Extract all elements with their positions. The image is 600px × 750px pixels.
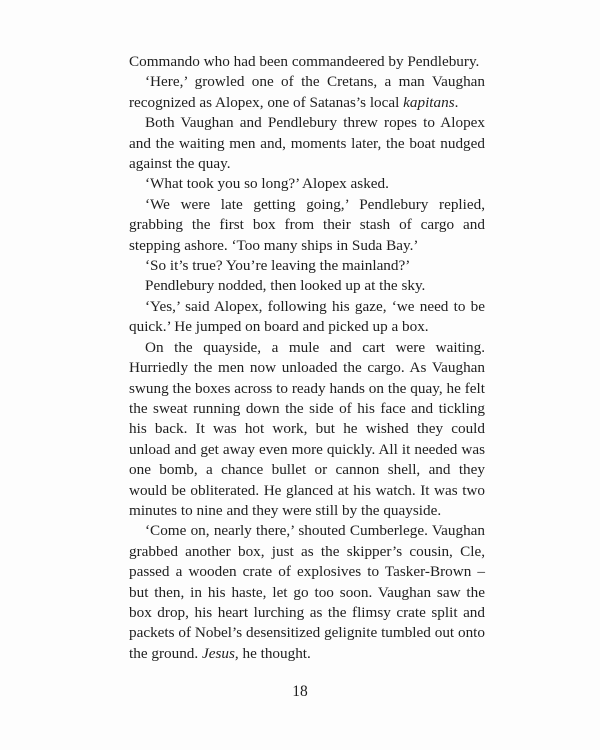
paragraph-9: On the quayside, a mule and cart were waiting. Hurriedly the men now unloaded the cargo. As Vaughan swung the boxes across to ready hands on the quay, he felt the sweat running down the side of his face and tickling his back. It was hot work, but he wished they could unload and get away even more quickly. All it needed was one bomb, a chance bullet or cannon shell, and they would be obliterated. He glanced at his watch. It was two minutes to nine and they were still by the quayside. <box>129 338 485 519</box>
italic-emphasis: Jesus <box>201 644 235 662</box>
paragraph-5: ‘We were late getting going,’ Pendlebury replied, grabbing the first box from their stash of cargo and stepping ashore. ‘Too many ships in Suda Bay.’ <box>129 195 485 254</box>
body-text <box>129 52 485 664</box>
paragraph-6: ‘So it’s true? You’re leaving the mainland?’ <box>145 257 411 275</box>
paragraph-1: Commando who had been commandeered by Pendlebury. <box>129 53 480 70</box>
paragraph-3: Both Vaughan and Pendlebury threw ropes to Alopex and the waiting men and, moments later, the boat nudged against the quay. <box>129 114 485 173</box>
page-number: 18 <box>292 683 308 700</box>
paragraph-2: ‘Here,’ growled one of the Cretans, a man Vaughan recognized as Alopex, one of Satanas’s local kapitans. <box>129 73 485 111</box>
paragraph-8: ‘Yes,’ said Alopex, following his gaze, ‘we need to be quick.’ He jumped on board and picked up a box. <box>129 297 485 336</box>
paragraph-4: ‘What took you so long?’ Alopex asked. <box>145 175 389 193</box>
paragraph-7: Pendlebury nodded, then looked up at the sky. <box>145 277 426 295</box>
paragraph-10: ‘Come on, nearly there,’ shouted Cumberlege. Vaughan grabbed another box, just as the skipper’s cousin, Cle, passed a wooden crate of explosives to Tasker-Brown – but then, in his haste, let go too soon. Vaughan saw the box drop, his heart lurching as the flimsy crate split and packets of Nobel’s desensitized gelignite tumbled out onto the ground. Jesus, he thought. <box>129 522 485 662</box>
italic-emphasis: kapitans <box>403 93 455 111</box>
